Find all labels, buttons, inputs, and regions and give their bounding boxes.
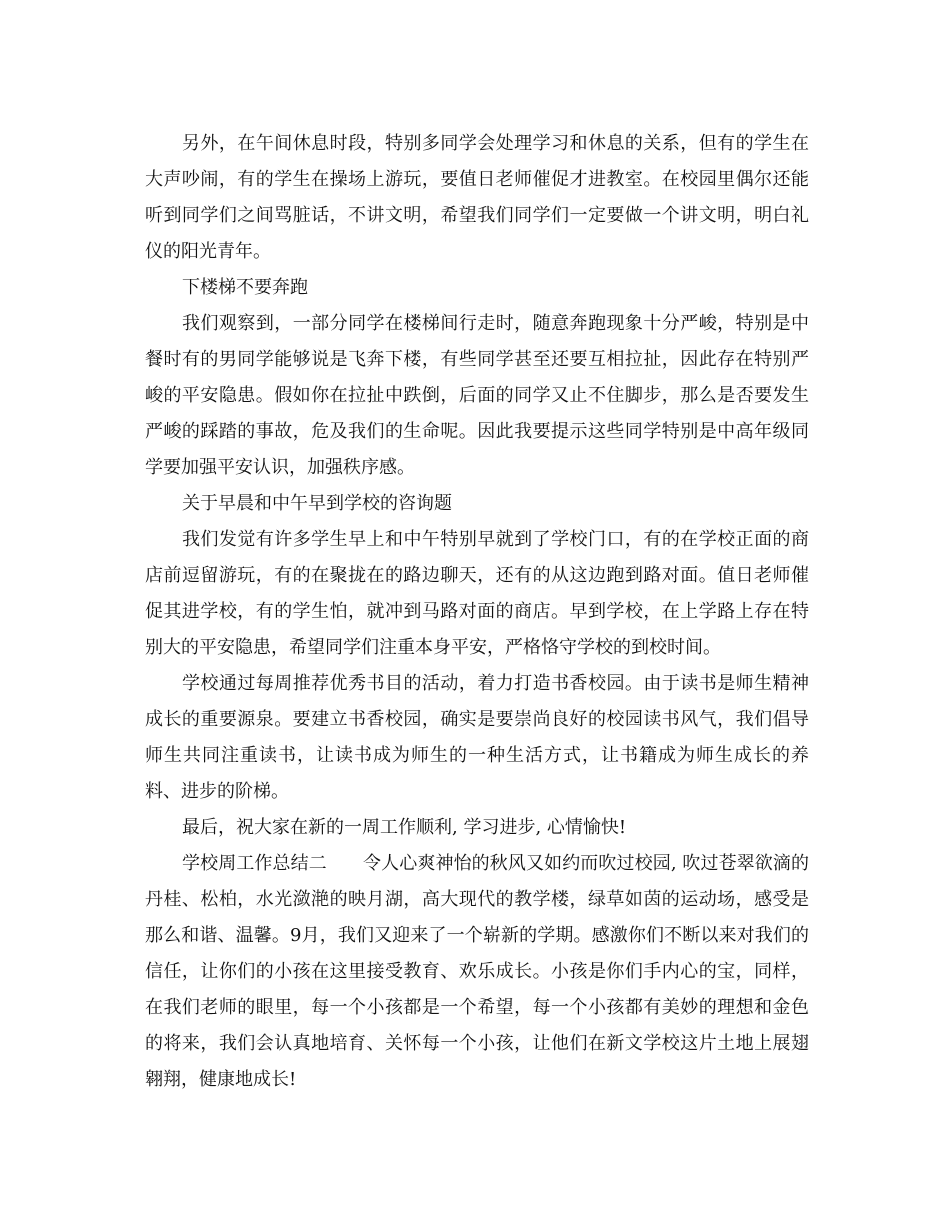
paragraph-lunch-break: 另外，在午间休息时段，特别多同学会处理学习和休息的关系，但有的学生在大声吵闹，有的学生在操场上游玩，要值日老师催促才进教室。在校园里偶尔还能听到同学们之间骂脏话，不讲文明，希望我们同学们一定要做一个讲文明，明白礼仪的阳光青年。 (145, 133, 809, 262)
heading-stairs: 下楼梯不要奔跑 (182, 277, 308, 298)
paragraph-early-arrival: 我们发觉有许多学生早上和中午特别早就到了学校门口，有的在学校正面的商店前逗留游玩，有的在聚拢在的路边聊天，还有的从这边跑到路对面。值日老师催促其进学校，有的学生怕，就冲到马路对面的商店。早到学校，在上学路上存在特别大的平安隐患，希望同学们注重本身平安，严格恪守学校的到校时间。 (145, 529, 809, 658)
paragraph-stairs: 我们观察到，一部分同学在楼梯间行走时，随意奔跑现象十分严峻，特别是中餐时有的男同学能够说是飞奔下楼，有些同学甚至还要互相拉扯，因此存在特别严峻的平安隐患。假如你在拉扯中跌倒，后面的同学又止不住脚步，那么是否要发生严峻的踩踏的事故，危及我们的生命呢。因此我要提示这些同学特别是中高年级同学要加强平安认识，加强秩序感。 (145, 313, 809, 478)
paragraph-reading: 学校通过每周推荐优秀书目的活动，着力打造书香校园。由于读书是师生精神成长的重要源泉。要建立书香校园，确实是要崇尚良好的校园读书风气，我们倡导师生共同注重读书，让读书成为师生的一种生活方式，让书籍成为师生成长的养料、进步的阶梯。 (145, 673, 809, 802)
document-body (145, 126, 809, 1098)
heading-early-arrival: 关于早晨和中午早到学校的咨询题 (182, 493, 452, 514)
paragraph-summary-two: 学校周工作总结二 令人心爽神怡的秋风又如约而吹过校园, 吹过苍翠欲滴的丹桂、松柏，水光潋滟的映月湖，高大现代的教学楼，绿草如茵的运动场，感受是那么和谐、温馨。9月，我们又迎来了一个崭新的学期。感激你们不断以来对我们的信任，让你们的小孩在这里接受教育、欢乐成长。小孩是你们手内心的宝，同样，在我们老师的眼里，每一个小孩都是一个希望，每一个小孩都有美妙的理想和金色的将来，我们会认真地培育、关怀每一个小孩，让他们在新文学校这片土地上展翅翱翔，健康地成长! (145, 853, 809, 1090)
paragraph-closing: 最后，祝大家在新的一周工作顺利, 学习进步, 心情愉快! (182, 817, 627, 838)
